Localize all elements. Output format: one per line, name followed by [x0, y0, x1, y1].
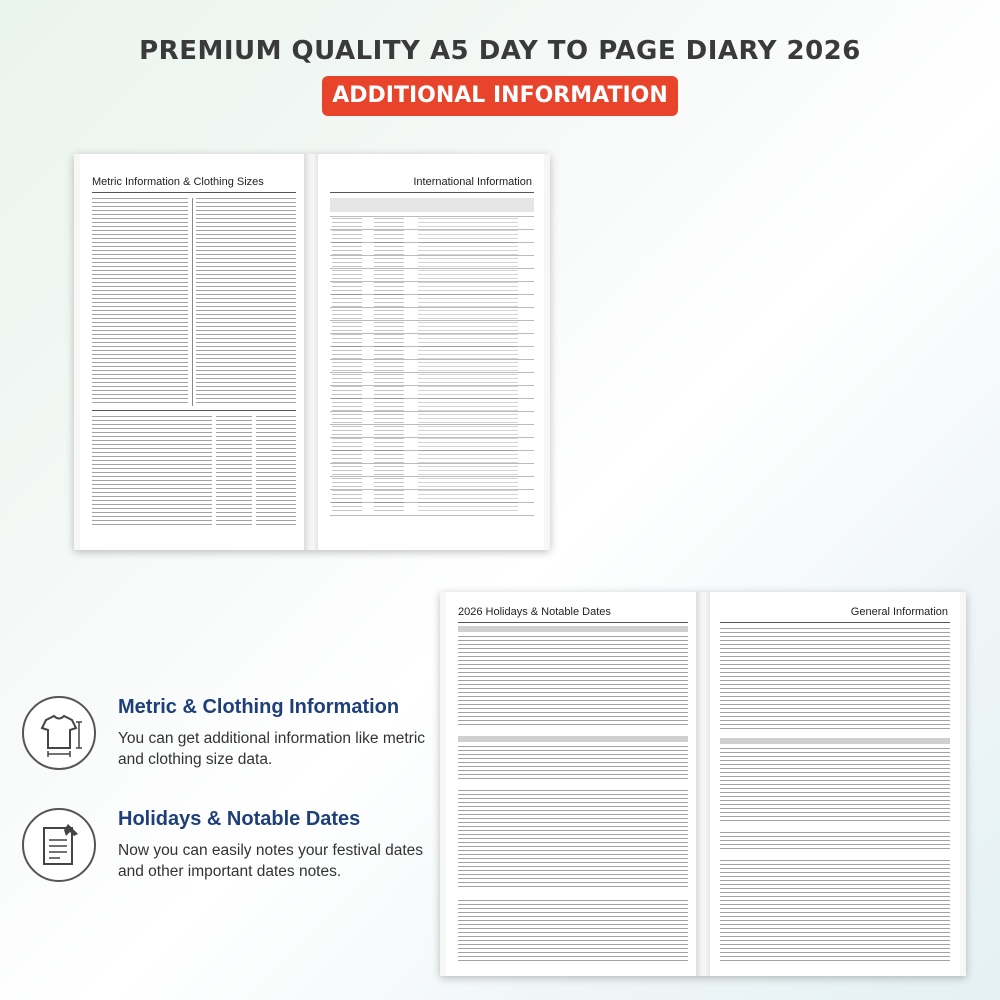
feature-title-holidays: Holidays & Notable Dates: [118, 808, 361, 830]
uk-holidays-table: [458, 636, 688, 728]
clothing-size-table: [92, 416, 212, 526]
conversion-table: [196, 198, 296, 406]
holidays-page: [446, 592, 698, 976]
general-info-page-title: General Information: [850, 606, 948, 618]
international-page-title: International Information: [413, 176, 532, 188]
section-badge: ADDITIONAL INFORMATION: [322, 76, 678, 116]
international-page: [318, 154, 544, 550]
civil-calendar-table: [458, 746, 688, 780]
metric-page-title: Metric Information & Clothing Sizes: [92, 176, 264, 188]
sunrise-sunset-table: [720, 628, 950, 732]
feature-desc-metric: You can get additional information like metric and clothing size data.: [118, 730, 426, 768]
bottom-diary-spread: [440, 592, 966, 976]
feature-title-metric: Metric & Clothing Information: [118, 696, 400, 718]
metric-table: [92, 198, 188, 406]
holidays-page-title: 2026 Holidays & Notable Dates: [458, 606, 611, 618]
page-title: PREMIUM QUALITY A5 DAY TO PAGE DIARY 2026: [139, 36, 861, 66]
chronological-cycles-table: [458, 900, 688, 962]
religious-calendars-table: [458, 790, 688, 890]
notes-pin-icon: [22, 808, 96, 882]
tshirt-size-icon: [22, 696, 96, 770]
temperature-table: [216, 416, 252, 526]
paper-sizes-table: [256, 416, 296, 526]
summer-time-text: [720, 832, 950, 852]
feature-desc-holidays: Now you can easily notes your festival dates and other important dates notes.: [118, 842, 423, 880]
metric-page: [80, 154, 306, 550]
top-diary-spread: [74, 154, 550, 550]
eclipses-text: [720, 860, 950, 964]
moon-phases-table: [720, 748, 950, 822]
general-info-page: [710, 592, 960, 976]
